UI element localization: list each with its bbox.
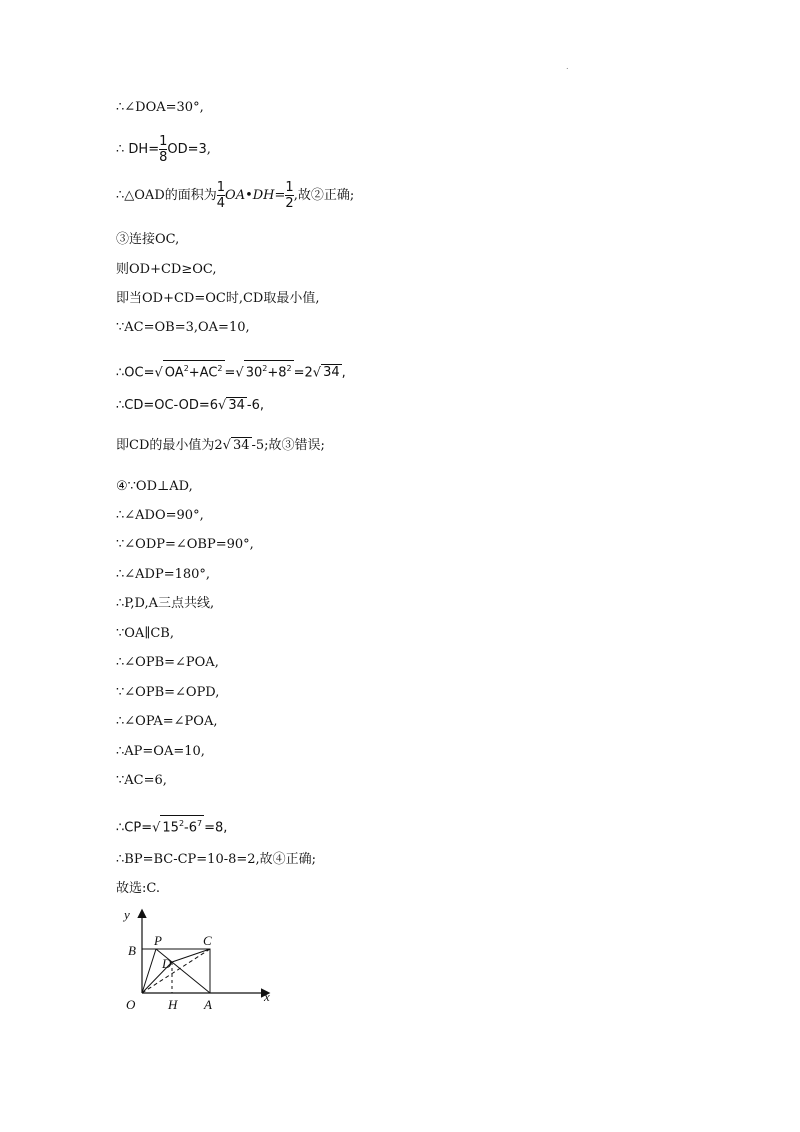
- line-3-fraction-2: [285, 180, 293, 211]
- radical-22-sup2: 7: [197, 819, 203, 828]
- radical-22: [160, 815, 204, 836]
- line-9: ∴CD=OC-OD=6√ 34 -6,: [116, 398, 264, 413]
- line-16: ∵OA∥CB,: [116, 626, 174, 641]
- line-14: ∴∠ADP=180°,: [116, 567, 211, 582]
- line-3-fraction-1: [217, 180, 225, 211]
- geometry-figure: [118, 905, 278, 1015]
- line-3-mid: OA•DH=: [225, 188, 286, 203]
- line-10-pre: 即CD的最小值为2: [116, 438, 223, 453]
- rectangle-sides: [142, 949, 210, 993]
- fraction-denominator: 4: [216, 196, 226, 211]
- line-22-pre: ∴CP=: [116, 820, 153, 836]
- line-19: ∴∠OPA=∠POA,: [116, 714, 218, 729]
- fraction-numerator: 1: [159, 134, 168, 149]
- line-9-pre: ∴CD=OC-OD=6: [116, 398, 219, 413]
- label-o: O: [126, 997, 136, 1012]
- line-2-b: OD=3: [167, 142, 207, 157]
- radical-1-a: OA: [164, 365, 184, 381]
- radical-22-b: -6: [184, 820, 197, 836]
- line-10-post: ;故③错误;: [264, 438, 325, 453]
- line-1: ∴∠DOA=30°,: [116, 100, 204, 115]
- fraction-denominator: 2: [285, 196, 294, 211]
- fraction-numerator: 1: [285, 180, 294, 195]
- line-11: ④∵OD⊥AD,: [116, 479, 193, 494]
- radical-2-a: 30: [245, 365, 263, 381]
- line-12: ∴∠ADO=90°,: [116, 508, 204, 523]
- fraction-numerator: 1: [216, 180, 226, 195]
- line-8: ∴OC=√ $OA^2+AC^2$ =√ $30^2+8^2 =2√$ 34 ,: [116, 360, 346, 381]
- radical-2-b: +8: [267, 365, 287, 381]
- line-8-eq: =: [224, 365, 236, 381]
- radical-1-sup2: 2: [217, 364, 223, 373]
- radical-22-a: 15: [162, 820, 179, 836]
- radical-1-b: +AC: [188, 365, 218, 381]
- label-d: D: [162, 956, 172, 971]
- segment-oc-dashed: [142, 949, 210, 993]
- segment-dc: [172, 949, 210, 962]
- label-a: A: [204, 997, 212, 1012]
- line-24: 故选:C.: [116, 881, 160, 896]
- line-8-post: ,: [341, 365, 346, 381]
- radical-2-sup2: 2: [286, 364, 292, 373]
- line-22: ∴CP=√ $15^2-6^7 =8$,: [116, 815, 227, 836]
- line-2-post: ,: [206, 142, 211, 157]
- fraction-denominator: 8: [159, 150, 168, 165]
- radical-2: [244, 360, 294, 381]
- line-2-a: DH=: [128, 142, 160, 157]
- line-15: ∴P,D,A三点共线,: [116, 596, 215, 611]
- line-3-post: ,故②正确;: [293, 188, 355, 203]
- line-10: 即CD的最小值为2√ 34 -5;故③错误;: [116, 438, 325, 453]
- label-y: y: [124, 907, 130, 922]
- label-b: B: [128, 943, 136, 958]
- radical-9: 34: [228, 398, 245, 413]
- line-2-pre: ∴: [116, 142, 125, 157]
- line-21: ∵AC=6,: [116, 773, 167, 788]
- line-9-post: -6,: [246, 398, 264, 413]
- line-2: [116, 134, 211, 165]
- line-7: ∵AC=OB=3,OA=10,: [116, 320, 250, 335]
- line-6: 即当OD+CD=OC时,CD取最小值,: [116, 291, 320, 306]
- line-23: ∴BP=BC-CP=10-8=2,故④正确;: [116, 852, 317, 867]
- line-5: 则OD+CD≥OC,: [116, 262, 217, 277]
- line-3: [116, 180, 354, 211]
- line-3-pre: ∴△OAD的面积为: [116, 188, 217, 203]
- radical-1-sup1: 2: [183, 364, 189, 373]
- label-p: P: [154, 933, 162, 948]
- line-8-pre: ∴OC=: [116, 365, 155, 381]
- radical-1: [163, 360, 225, 381]
- line-18: ∵∠OPB=∠OPD,: [116, 685, 220, 700]
- corner-mark: .: [566, 62, 569, 71]
- line-20: ∴AP=OA=10,: [116, 744, 205, 759]
- line-13: ∵∠ODP=∠OBP=90°,: [116, 537, 254, 552]
- radical-2-sup1: 2: [262, 364, 268, 373]
- line-17: ∴∠OPB=∠POA,: [116, 655, 219, 670]
- line-4: ③连接OC,: [116, 232, 180, 247]
- radical-3: 34: [323, 365, 340, 381]
- line-8-eq2: =2: [293, 365, 313, 381]
- radical-10: 34: [232, 438, 250, 453]
- line-10-mid: -5: [251, 438, 265, 453]
- line-22-post: =8,: [204, 820, 228, 836]
- label-x: x: [264, 989, 270, 1004]
- label-h: H: [168, 997, 178, 1012]
- label-c: C: [203, 933, 212, 948]
- radical-22-sup1: 2: [178, 819, 185, 828]
